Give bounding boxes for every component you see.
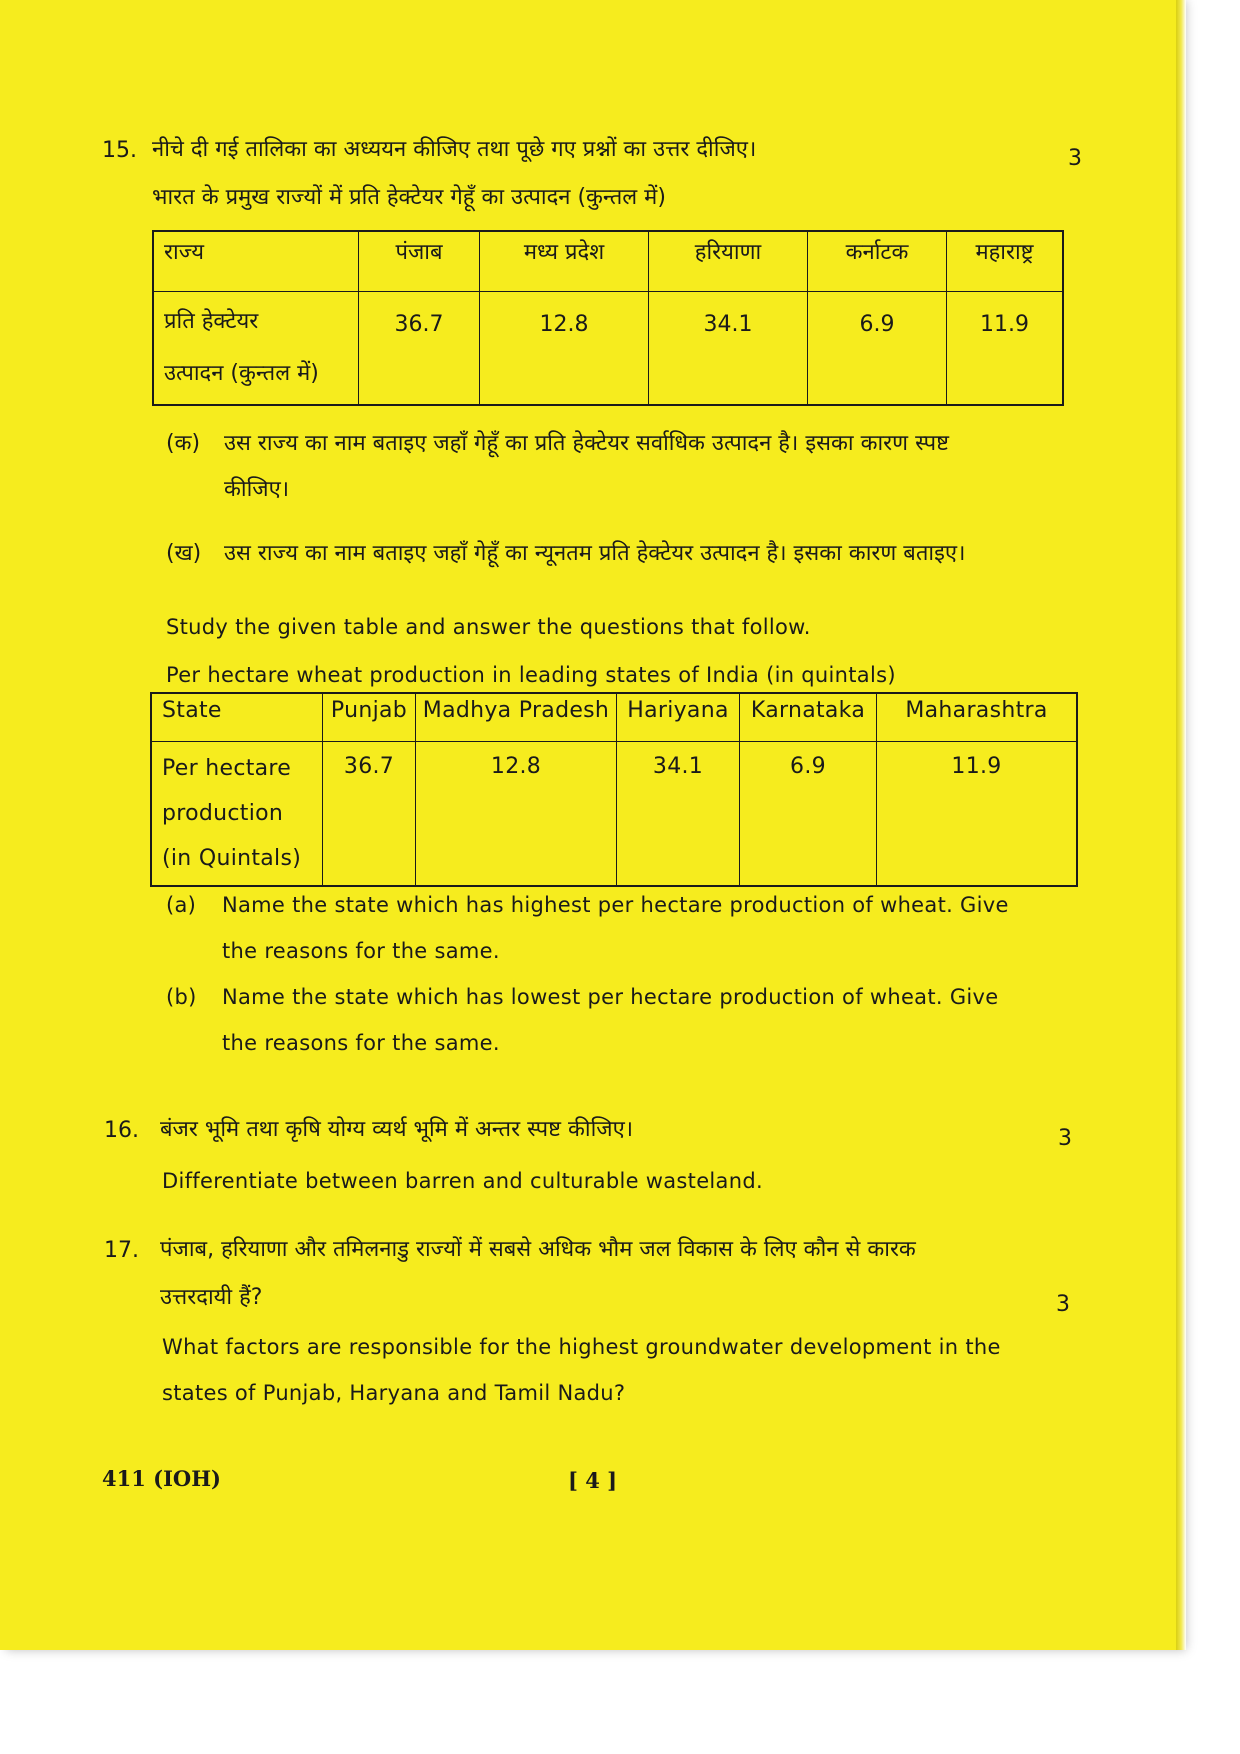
table-cell: 12.8 <box>480 291 649 405</box>
table-cell: 11.9 <box>877 741 1078 886</box>
question-16-hindi: बंजर भूमि तथा कृषि योग्य व्यर्थ भूमि में अन्तर स्पष्ट कीजिए। <box>160 1117 634 1142</box>
page-edge <box>1176 0 1186 1650</box>
table-header-cell: मध्य प्रदेश <box>480 231 649 291</box>
hindi-wheat-table <box>152 230 1064 406</box>
hindi-table-data-row <box>153 291 1063 405</box>
table-cell: 6.9 <box>740 741 877 886</box>
english-instruction: Study the given table and answer the questions that follow. <box>166 615 811 639</box>
paper-code: 411 (IOH) <box>102 1466 221 1491</box>
table-header-cell: Punjab <box>323 693 416 741</box>
question-16-number: 16. <box>104 1118 139 1143</box>
english-subq-b-line1: Name the state which has lowest per hectare production of wheat. Give <box>222 985 999 1009</box>
question-16-marks: 3 <box>1058 1126 1072 1151</box>
question-15-hindi-instruction: नीचे दी गई तालिका का अध्ययन कीजिए तथा पूछे गए प्रश्नों का उत्तर दीजिए। <box>152 137 757 162</box>
english-table-header-row <box>151 693 1077 741</box>
table-header-cell: हरियाणा <box>649 231 808 291</box>
table-cell: 11.9 <box>947 291 1064 405</box>
hindi-subq-b-line1: उस राज्य का नाम बताइए जहाँ गेहूँ का न्यूनतम प्रति हेक्टेयर उत्पादन है। इसका कारण बताइए। <box>224 541 966 566</box>
hindi-subq-a-label: (क) <box>166 431 201 456</box>
question-17-english-line1: What factors are responsible for the highest groundwater development in the <box>162 1335 1001 1359</box>
table-cell: 36.7 <box>323 741 416 886</box>
row-label-line: Per hectare <box>162 755 292 781</box>
hindi-subq-b-label: (ख) <box>166 541 202 566</box>
question-17-english-line2: states of Punjab, Haryana and Tamil Nadu? <box>162 1381 626 1405</box>
table-header-cell: Karnataka <box>740 693 877 741</box>
english-table-title: Per hectare wheat production in leading states of India (in quintals) <box>166 663 896 687</box>
english-subq-b-label: (b) <box>166 985 197 1009</box>
english-table-data-row <box>151 741 1077 886</box>
question-15-marks: 3 <box>1068 146 1082 171</box>
table-header-cell: महाराष्ट्र <box>947 231 1064 291</box>
question-15-hindi-table-title: भारत के प्रमुख राज्यों में प्रति हेक्टेयर गेहूँ का उत्पादन (कुन्तल में) <box>152 185 666 210</box>
table-row-label <box>151 741 323 886</box>
page-number: [ 4 ] <box>568 1468 618 1493</box>
table-cell: 36.7 <box>359 291 480 405</box>
table-header-cell: Madhya Pradesh <box>416 693 617 741</box>
table-cell: 34.1 <box>649 291 808 405</box>
hindi-subq-a-line1: उस राज्य का नाम बताइए जहाँ गेहूँ का प्रति हेक्टेयर सर्वाधिक उत्पादन है। इसका कारण स्पष्ट <box>224 431 949 456</box>
question-17-marks: 3 <box>1056 1292 1070 1317</box>
table-header-cell: Hariyana <box>617 693 740 741</box>
english-subq-b-line2: the reasons for the same. <box>222 1031 500 1055</box>
table-cell: 12.8 <box>416 741 617 886</box>
hindi-subq-a-line2: कीजिए। <box>224 477 290 502</box>
table-header-cell: पंजाब <box>359 231 480 291</box>
table-cell: 6.9 <box>808 291 947 405</box>
row-label-line: (in Quintals) <box>162 845 302 871</box>
question-17-hindi-line2: उत्तरदायी हैं? <box>160 1285 263 1310</box>
row-label-line: प्रति हेक्टेयर <box>164 308 259 334</box>
english-wheat-table <box>150 692 1078 887</box>
english-subq-a-label: (a) <box>166 893 197 917</box>
question-17-number: 17. <box>104 1238 139 1263</box>
hindi-table-header-row <box>153 231 1063 291</box>
english-subq-a-line2: the reasons for the same. <box>222 939 500 963</box>
english-subq-a-line1: Name the state which has highest per hectare production of wheat. Give <box>222 893 1009 917</box>
row-label-line: उत्पादन (कुन्तल में) <box>164 360 319 386</box>
table-header-cell: राज्य <box>153 231 359 291</box>
question-15-number: 15. <box>102 138 137 163</box>
table-header-cell: कर्नाटक <box>808 231 947 291</box>
table-cell: 34.1 <box>617 741 740 886</box>
table-header-cell: Maharashtra <box>877 693 1078 741</box>
question-16-english: Differentiate between barren and culturable wasteland. <box>162 1169 763 1193</box>
question-17-hindi-line1: पंजाब, हरियाणा और तमिलनाडु राज्यों में सबसे अधिक भौम जल विकास के लिए कौन से कारक <box>160 1237 916 1262</box>
row-label-line: production <box>162 800 284 826</box>
table-header-cell: State <box>151 693 323 741</box>
table-row-label <box>153 291 359 405</box>
